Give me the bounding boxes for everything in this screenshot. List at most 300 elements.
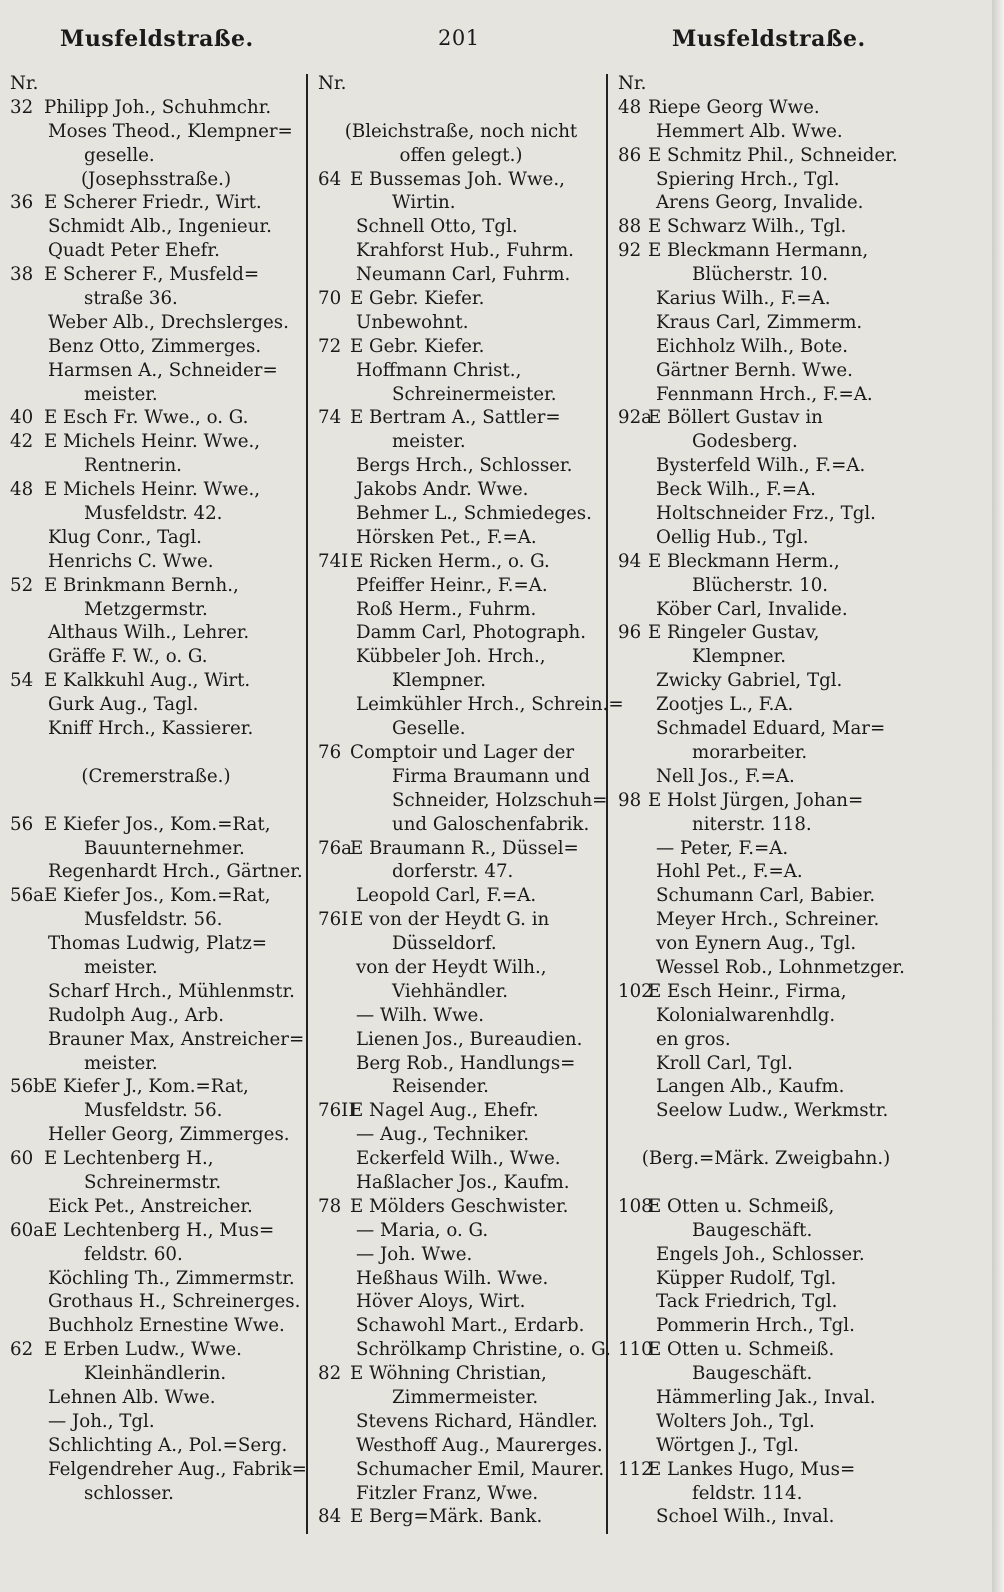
directory-entry-line: [618, 1410, 914, 1434]
entry-text: E Schwarz Wilh., Tgl.: [648, 216, 847, 238]
directory-entry-line: [10, 120, 302, 144]
entry-text: Bysterfeld Wilh., F.=A.: [656, 455, 866, 477]
directory-entry-line: [318, 168, 604, 192]
house-number: Nr.: [10, 73, 39, 94]
directory-entry-line: [10, 693, 302, 717]
entry-text: Klempner.: [692, 646, 787, 668]
house-number: 82: [318, 1363, 342, 1385]
directory-entry-line: [618, 1482, 914, 1506]
directory-entry-line: [318, 550, 604, 574]
house-number: 62: [10, 1339, 34, 1361]
entry-text: Schreinermstr.: [84, 1171, 222, 1193]
directory-entry-line: [618, 1195, 914, 1219]
directory-entry-line: [318, 1458, 604, 1482]
directory-entry-line: [618, 263, 914, 287]
entry-text: meister.: [84, 1052, 158, 1074]
directory-entry-line: [10, 1052, 302, 1076]
directory-entry-line: [618, 191, 914, 215]
entry-text: Gärtner Bernh. Wwe.: [656, 359, 853, 381]
entry-text: feldstr. 60.: [84, 1243, 183, 1265]
directory-entry-line: [318, 1219, 604, 1243]
entry-text: Meyer Hrch., Schreiner.: [656, 909, 880, 931]
entry-text: E Holst Jürgen, Johan=: [648, 789, 864, 811]
entry-text: Eichholz Wilh., Bote.: [656, 335, 849, 357]
entry-text: Hörsken Pet., F.=A.: [356, 526, 537, 548]
directory-entry-line: [318, 335, 604, 359]
entry-text: Baugeschäft.: [692, 1363, 813, 1385]
entry-text: Fitzler Franz, Wwe.: [356, 1482, 539, 1504]
entry-text: Regenhardt Hrch., Gärtner.: [48, 861, 303, 883]
directory-entry-line: [618, 239, 914, 263]
directory-entry-line: [618, 335, 914, 359]
directory-entry-line: [10, 383, 302, 407]
directory-entry-line: [10, 741, 302, 765]
entry-text: und Galoschenfabrik.: [392, 813, 590, 835]
entry-text: Klempner.: [392, 670, 487, 692]
directory-entry-line: [618, 645, 914, 669]
directory-entry-line: [618, 598, 914, 622]
directory-entry-line: [10, 884, 302, 908]
directory-entry-line: [10, 1314, 302, 1338]
entry-text: Eckerfeld Wilh., Wwe.: [356, 1148, 561, 1170]
entry-text: Brauner Max, Anstreicher=: [48, 1028, 305, 1050]
street-section-heading: (Cremerstraße.): [81, 765, 231, 787]
directory-entry-line: [318, 502, 604, 526]
directory-entry-line: [10, 1171, 302, 1195]
house-number: 92a: [618, 407, 652, 429]
entry-text: Beck Wilh., F.=A.: [656, 479, 816, 501]
directory-entry-line: [318, 406, 604, 430]
directory-entry-line: [618, 932, 914, 956]
entry-text: E Bussemas Joh. Wwe.,: [350, 168, 565, 190]
street-section-heading: (Bleichstraße, noch nicht: [344, 120, 578, 142]
directory-entry-line: [318, 311, 604, 335]
directory-entry-line: [618, 956, 914, 980]
entry-text: Haßlacher Jos., Kaufm.: [356, 1171, 570, 1193]
entry-text: E Ricken Herm., o. G.: [350, 550, 550, 572]
directory-entry-line: [618, 1458, 914, 1482]
entry-text: Scharf Hrch., Mühlenmstr.: [48, 980, 295, 1002]
house-number: 78: [318, 1195, 342, 1217]
entry-text: Lehnen Alb. Wwe.: [48, 1386, 216, 1408]
entry-text: Blücherstr. 10.: [692, 574, 829, 596]
entry-text: — Aug., Techniker.: [356, 1124, 529, 1146]
entry-text: E Ringeler Gustav,: [648, 622, 820, 644]
directory-entry-line: [618, 693, 914, 717]
entry-text: E Michels Heinr. Wwe.,: [44, 431, 261, 453]
entry-text: Schneider, Holzschuh=: [392, 789, 608, 811]
directory-entry-line: [318, 383, 604, 407]
entry-text: E Kiefer J., Kom.=Rat,: [44, 1076, 249, 1098]
directory-entry-line: [318, 932, 604, 956]
entry-text: Schawohl Mart., Erdarb.: [356, 1315, 585, 1337]
entry-text: E Gebr. Kiefer.: [350, 288, 485, 310]
directory-entry-line: [318, 813, 604, 837]
house-number: Nr.: [618, 73, 647, 94]
directory-entry-line: [618, 215, 914, 239]
entry-text: Hohl Pet., F.=A.: [656, 861, 803, 883]
entry-text: meister.: [84, 956, 158, 978]
directory-entry-line: [618, 1338, 914, 1362]
directory-entry-line: [318, 239, 604, 263]
house-number: 76: [318, 741, 342, 763]
entry-text: E Esch Fr. Wwe., o. G.: [44, 407, 249, 429]
directory-entry-line: [618, 406, 914, 430]
entry-text: Wessel Rob., Lohnmetzger.: [656, 956, 905, 978]
directory-entry-line: [10, 956, 302, 980]
house-number: 98: [618, 789, 642, 811]
entry-text: Viehhändler.: [392, 980, 509, 1002]
entry-text: E Brinkmann Bernh.,: [44, 574, 239, 596]
directory-entry-line: [618, 813, 914, 837]
directory-entry-line: [618, 1171, 914, 1195]
house-number: 102: [618, 980, 653, 1002]
directory-entry-line: [10, 215, 302, 239]
directory-entry-line: [10, 1267, 302, 1291]
directory-entry-line: [10, 1219, 302, 1243]
directory-entry-line: [10, 789, 302, 813]
directory-entry-line: [318, 1075, 604, 1099]
entry-text: Kolonialwarenhdlg.: [656, 1004, 836, 1026]
directory-entry-line: [318, 980, 604, 1004]
directory-entry-line: [318, 645, 604, 669]
entry-text: E von der Heydt G. in: [350, 909, 550, 931]
directory-entry-line: [10, 669, 302, 693]
entry-text: Lienen Jos., Bureaudien.: [356, 1028, 583, 1050]
entry-text: Wolters Joh., Tgl.: [656, 1410, 815, 1432]
directory-entry-line: [10, 144, 302, 168]
house-number: 86: [618, 144, 642, 166]
entry-text: Krahforst Hub., Fuhrm.: [356, 240, 574, 262]
street-section-heading: offen gelegt.): [399, 144, 523, 166]
entry-text: — Maria, o. G.: [356, 1219, 489, 1241]
directory-entry-line: [618, 1314, 914, 1338]
directory-entry-line: [618, 1123, 914, 1147]
entry-text: E Lechtenberg H., Mus=: [44, 1219, 275, 1241]
entry-text: E Berg=Märk. Bank.: [350, 1506, 543, 1528]
entry-text: Klug Conr., Tagl.: [48, 526, 202, 548]
house-number: 72: [318, 335, 342, 357]
entry-text: geselle.: [84, 144, 155, 166]
directory-entry-line: [318, 837, 604, 861]
column-middle: [318, 72, 624, 1529]
directory-entry-line: [318, 430, 604, 454]
entry-text: Kniff Hrch., Kassierer.: [48, 718, 254, 740]
house-number: 96: [618, 622, 642, 644]
directory-entry-line: [318, 1267, 604, 1291]
directory-entry-line: [618, 311, 914, 335]
house-number: 84: [318, 1506, 342, 1528]
entry-text: Schmidt Alb., Ingenieur.: [48, 216, 272, 238]
entry-text: Küpper Rudolf, Tgl.: [656, 1267, 837, 1289]
directory-entry-line: [618, 120, 914, 144]
house-number: 38: [10, 264, 34, 286]
house-number: 76II: [318, 1100, 356, 1122]
entry-text: von der Heydt Wilh.,: [356, 956, 547, 978]
directory-entry-line: [318, 1099, 604, 1123]
entry-text: Karius Wilh., F.=A.: [656, 288, 831, 310]
directory-entry-line: [618, 502, 914, 526]
house-number: 56b: [10, 1076, 45, 1098]
directory-entry-line: [10, 932, 302, 956]
directory-entry-line: [618, 1386, 914, 1410]
entry-text: E Otten u. Schmeiß,: [648, 1195, 835, 1217]
entry-text: Tack Friedrich, Tgl.: [656, 1291, 838, 1313]
entry-text: Comptoir und Lager der: [350, 741, 575, 763]
directory-entry-line: [318, 1362, 604, 1386]
directory-entry-line: [618, 1075, 914, 1099]
directory-entry-line: [318, 72, 604, 96]
directory-entry-line: [618, 1267, 914, 1291]
entry-text: E Schmitz Phil., Schneider.: [648, 144, 898, 166]
entry-text: Kraus Carl, Zimmerm.: [656, 311, 863, 333]
directory-entry-line: [618, 1434, 914, 1458]
directory-entry-line: [318, 884, 604, 908]
entry-text: E Braumann R., Düssel=: [350, 837, 579, 859]
entry-text: Eick Pet., Anstreicher.: [48, 1195, 253, 1217]
entry-text: meister.: [84, 383, 158, 405]
entry-text: Althaus Wilh., Lehrer.: [48, 622, 250, 644]
directory-entry-line: [318, 1314, 604, 1338]
entry-text: Berg Rob., Handlungs=: [356, 1052, 576, 1074]
directory-entry-line: [318, 1171, 604, 1195]
entry-text: feldstr. 114.: [692, 1482, 803, 1504]
directory-entry-line: [10, 72, 302, 96]
entry-text: Höver Aloys, Wirt.: [356, 1291, 526, 1313]
directory-entry-line: [10, 168, 302, 192]
directory-entry-line: [318, 860, 604, 884]
entry-text: Schreinermeister.: [392, 383, 557, 405]
column-right: [618, 72, 914, 1529]
entry-text: dorferstr. 47.: [392, 861, 514, 883]
entry-text: Firma Braumann und: [392, 765, 590, 787]
house-number: 74I: [318, 550, 349, 572]
directory-entry-line: [618, 884, 914, 908]
directory-entry-line: [318, 621, 604, 645]
house-number: 76I: [318, 909, 349, 931]
directory-entry-line: [318, 120, 604, 144]
entry-text: Schrölkamp Christine, o. G.: [356, 1339, 611, 1361]
directory-entry-line: [10, 1410, 302, 1434]
entry-text: Langen Alb., Kaufm.: [656, 1076, 845, 1098]
directory-entry-line: [10, 96, 302, 120]
directory-entry-line: [318, 669, 604, 693]
house-number: 56: [10, 813, 34, 835]
entry-text: E Bleckmann Herm.,: [648, 550, 840, 572]
directory-entry-line: [318, 144, 604, 168]
entry-text: Leimkühler Hrch., Schrein.=: [356, 694, 624, 716]
directory-entry-line: [618, 1362, 914, 1386]
directory-entry-line: [618, 72, 914, 96]
entry-text: Holtschneider Frz., Tgl.: [656, 503, 876, 525]
directory-entry-line: [10, 1243, 302, 1267]
directory-entry-line: [10, 287, 302, 311]
directory-entry-line: [318, 526, 604, 550]
directory-entry-line: [618, 741, 914, 765]
entry-text: Engels Joh., Schlosser.: [656, 1243, 865, 1265]
directory-entry-line: [318, 1410, 604, 1434]
directory-entry-line: [618, 717, 914, 741]
house-number: 36: [10, 192, 34, 214]
entry-text: E Otten u. Schmeiß.: [648, 1339, 835, 1361]
entry-text: Wörtgen J., Tgl.: [656, 1434, 799, 1456]
directory-entry-line: [10, 1362, 302, 1386]
directory-entry-line: [618, 908, 914, 932]
entry-text: E Mölders Geschwister.: [350, 1195, 569, 1217]
entry-text: Pommerin Hrch., Tgl.: [656, 1315, 855, 1337]
directory-entry-line: [318, 263, 604, 287]
entry-text: Kleinhändlerin.: [84, 1363, 227, 1385]
directory-entry-line: [318, 1147, 604, 1171]
directory-entry-line: [10, 406, 302, 430]
directory-entry-line: [318, 789, 608, 813]
entry-text: Düsseldorf.: [392, 933, 497, 955]
column-divider: [306, 74, 308, 1534]
entry-text: Oellig Hub., Tgl.: [656, 526, 809, 548]
directory-entry-line: [10, 1195, 302, 1219]
entry-text: E Scherer Friedr., Wirt.: [44, 192, 262, 214]
entry-text: E Scherer F., Musfeld=: [44, 264, 260, 286]
entry-text: E Lechtenberg H.,: [44, 1148, 214, 1170]
entry-text: Rudolph Aug., Arb.: [48, 1004, 225, 1026]
directory-entry-line: [10, 598, 302, 622]
house-number: 32: [10, 96, 34, 118]
directory-entry-line: [10, 191, 302, 215]
entry-text: E Kalkkuhl Aug., Wirt.: [44, 670, 251, 692]
entry-text: Damm Carl, Photograph.: [356, 622, 587, 644]
directory-entry-line: [10, 621, 302, 645]
directory-entry-line: [318, 1195, 604, 1219]
directory-entry-line: [618, 478, 914, 502]
directory-entry-line: [318, 191, 604, 215]
entry-text: E Böllert Gustav in: [648, 407, 823, 429]
directory-entry-line: [618, 1505, 914, 1529]
directory-entry-line: [10, 980, 302, 1004]
entry-text: straße 36.: [84, 288, 178, 310]
directory-entry-line: [618, 550, 914, 574]
directory-entry-line: [318, 96, 604, 120]
directory-entry-line: [618, 168, 914, 192]
directory-entry-line: [618, 765, 914, 789]
entry-text: Rentnerin.: [84, 455, 182, 477]
entry-text: E Lankes Hugo, Mus=: [648, 1458, 856, 1480]
directory-entry-line: [318, 1052, 604, 1076]
house-number: 108: [618, 1195, 653, 1217]
entry-text: — Joh. Wwe.: [356, 1243, 473, 1265]
entry-text: Zimmermeister.: [392, 1386, 539, 1408]
house-number: 88: [618, 216, 642, 238]
entry-text: Wirtin.: [392, 192, 456, 214]
entry-text: Nell Jos., F.=A.: [656, 765, 795, 787]
entry-text: von Eynern Aug., Tgl.: [656, 933, 857, 955]
entry-text: Gräffe F. W., o. G.: [48, 646, 208, 668]
directory-entry-line: [10, 550, 302, 574]
house-number: 52: [10, 574, 34, 596]
directory-entry-line: [10, 1386, 302, 1410]
directory-entry-line: [10, 1075, 302, 1099]
directory-entry-line: [10, 1004, 302, 1028]
entry-text: Baugeschäft.: [692, 1219, 813, 1241]
entry-text: Heller Georg, Zimmerges.: [48, 1124, 290, 1146]
entry-text: Bauunternehmer.: [84, 837, 245, 859]
directory-entry-line: [318, 1434, 604, 1458]
directory-entry-line: [618, 1290, 914, 1314]
directory-entry-line: [10, 837, 302, 861]
entry-text: Felgendreher Aug., Fabrik=: [48, 1458, 307, 1480]
house-number: 42: [10, 431, 34, 453]
house-number: 64: [318, 168, 342, 190]
directory-entry-line: [10, 1338, 302, 1362]
entry-text: Hämmerling Jak., Inval.: [656, 1386, 876, 1408]
directory-entry-line: [10, 502, 302, 526]
directory-entry-line: [318, 908, 604, 932]
house-number: 60: [10, 1148, 34, 1170]
house-number: 76a: [318, 837, 352, 859]
page-edge: [992, 0, 1004, 1592]
entry-text: Weber Alb., Drechslerges.: [48, 311, 289, 333]
directory-entry-line: [618, 96, 914, 120]
directory-entry-line: [618, 1004, 914, 1028]
directory-entry-line: [318, 287, 604, 311]
entry-text: Westhoff Aug., Maurerges.: [356, 1434, 603, 1456]
directory-entry-line: [318, 1004, 604, 1028]
directory-entry-line: [618, 621, 914, 645]
entry-text: Leopold Carl, F.=A.: [356, 885, 537, 907]
house-number: 94: [618, 550, 642, 572]
directory-entry-line: [618, 669, 914, 693]
running-header-left: Musfeldstraße.: [60, 26, 254, 52]
directory-entry-line: [10, 239, 302, 263]
entry-text: Schumann Carl, Babier.: [656, 885, 876, 907]
entry-text: niterstr. 118.: [692, 813, 812, 835]
entry-text: E Wöhning Christian,: [350, 1363, 547, 1385]
directory-entry-line: [318, 1386, 604, 1410]
entry-text: Metzgermstr.: [84, 598, 208, 620]
page-number: 201: [438, 26, 480, 50]
directory-entry-line: [318, 765, 604, 789]
directory-entry-line: [618, 1052, 914, 1076]
house-number: 92: [618, 240, 642, 262]
entry-text: Roß Herm., Fuhrm.: [356, 598, 537, 620]
directory-entry-line: [618, 789, 914, 813]
directory-entry-line: [10, 263, 302, 287]
directory-entry-line: [318, 574, 604, 598]
house-number: 48: [618, 96, 642, 118]
entry-text: Riepe Georg Wwe.: [648, 96, 820, 118]
entry-text: Jakobs Andr. Wwe.: [356, 479, 529, 501]
entry-text: Schmadel Eduard, Mar=: [656, 718, 886, 740]
entry-text: Schnell Otto, Tgl.: [356, 216, 518, 238]
directory-entry-line: [318, 598, 604, 622]
entry-text: schlosser.: [84, 1482, 174, 1504]
entry-text: E Bertram A., Sattler=: [350, 407, 561, 429]
entry-text: Musfeldstr. 42.: [84, 503, 223, 525]
entry-text: Thomas Ludwig, Platz=: [48, 933, 268, 955]
entry-text: Musfeldstr. 56.: [84, 909, 223, 931]
directory-entry-line: [618, 860, 914, 884]
entry-text: Moses Theod., Klempner=: [48, 120, 293, 142]
directory-entry-line: [10, 335, 302, 359]
entry-text: Stevens Richard, Händler.: [356, 1410, 598, 1432]
directory-entry-line: [318, 1028, 604, 1052]
directory-entry-line: [318, 1123, 604, 1147]
entry-text: E Kiefer Jos., Kom.=Rat,: [44, 885, 271, 907]
entry-text: meister.: [392, 431, 466, 453]
directory-entry-line: [10, 1290, 302, 1314]
entry-text: — Wilh. Wwe.: [356, 1004, 485, 1026]
directory-entry-line: [618, 144, 914, 168]
directory-entry-line: [10, 645, 302, 669]
